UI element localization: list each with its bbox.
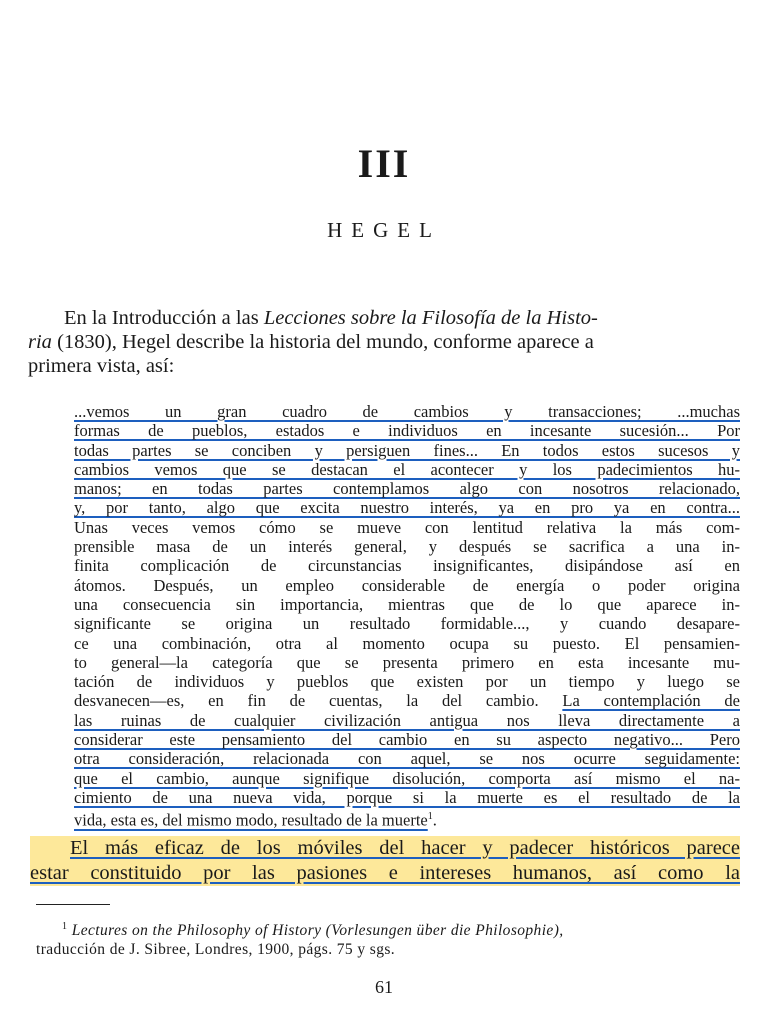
footnote-divider xyxy=(36,904,110,905)
quote-line: formas de pueblos, estados e individuos en incesante sucesión... Por xyxy=(74,421,740,441)
highlighted-line: estar constituido por las pasiones e intereses humanos, así como la xyxy=(30,862,740,884)
footnote-title-italic: Lectures on the Philosophy of History (Vorlesungen über die Philosophie), xyxy=(71,922,564,940)
quote-line xyxy=(74,691,740,710)
quote-line: ...vemos un gran cuadro de cambios y transacciones; ...muchas xyxy=(74,402,740,421)
footnote xyxy=(36,917,740,959)
quote-line: y, por tanto, algo que excita nuestro interés, ya en pro ya en contra... xyxy=(74,498,740,518)
intro-text: En la Introducción a las xyxy=(64,307,264,329)
quote-line: considerar este pensamiento del cambio en su aspecto negativo... Pero xyxy=(74,730,740,750)
footnote-line: traducción de J. Sibree, Londres, 1900, págs. 75 y sgs. xyxy=(36,941,396,959)
quote-line: prensible masa de un interés general, y después se sacrifica a una in- xyxy=(74,537,740,557)
quote-line: las ruinas de cualquier civilización antigua nos lleva directamente a xyxy=(74,710,740,730)
footnote-line xyxy=(36,917,740,940)
book-title-italic: Lecciones sobre la Filosofía de la Histo- xyxy=(263,307,598,329)
quote-line: significante se origina un resultado formidable..., y cuando desapare- xyxy=(74,614,740,634)
page-number: 61 xyxy=(375,977,393,997)
footnote-reference: 1 xyxy=(427,811,433,823)
quote-period: . xyxy=(432,810,437,830)
quote-line: todas partes se conciben y persiguen fines... En todos estos sucesos y xyxy=(74,440,740,460)
intro-text: (1830), Hegel describe la historia del mundo, conforme aparece a xyxy=(51,331,594,353)
chapter-title: HEGEL xyxy=(327,218,441,242)
quote-line: cambios vemos que se destacan el acontecer y los padecimientos hu- xyxy=(74,459,740,479)
quote-line: una consecuencia sin importancia, mientras que de lo que aparece in- xyxy=(74,594,740,614)
quote-line: finita complicación de circunstancias insignificantes, disipándose así en xyxy=(74,556,740,576)
quote-line: átomos. Después, un empleo considerable de energía o poder origina xyxy=(74,575,740,595)
chapter-number: III xyxy=(357,141,411,186)
quote-line: to general—la categoría que se presenta primero en esta incesante mu- xyxy=(74,652,740,672)
intro-paragraph xyxy=(28,306,740,378)
quote-line: cimiento de una nueva vida, porque si la muerte es el resultado de la xyxy=(74,787,740,807)
intro-line: primera vista, así: xyxy=(28,355,175,377)
block-quote xyxy=(74,402,740,830)
intro-line xyxy=(28,330,740,354)
intro-line xyxy=(28,306,740,330)
quote-line: ce una combinación, otra al momento ocupa su puesto. El pensamien- xyxy=(74,633,740,653)
quote-line xyxy=(74,807,740,830)
book-title-italic: ria xyxy=(28,331,52,353)
quote-line: otra consideración, relacionada con aquel, se nos ocurre seguidamente: xyxy=(74,749,740,769)
quote-text: desvanecen—es, en fin de cuentas, la del cambio. xyxy=(74,691,539,711)
quote-line: que el cambio, aunque signifique disolución, comporta así mismo el na- xyxy=(74,768,740,788)
highlighted-paragraph xyxy=(30,836,740,886)
highlighted-line: El más eficaz de los móviles del hacer y padecer históricos parece xyxy=(30,836,740,861)
quote-line: Unas veces vemos cómo se mueve con lentitud relativa la más com- xyxy=(74,517,740,537)
quote-line: manos; en todas partes contemplamos algo con nosotros relacionado, xyxy=(74,479,740,499)
quote-text-underlined: La contemplación de xyxy=(562,691,740,711)
footnote-marker: 1 xyxy=(62,921,68,932)
quote-line: tación de individuos y pueblos que existen por un tiempo y luego se xyxy=(74,672,740,692)
quote-text-underlined: vida, esta es, del mismo modo, resultado de la muerte xyxy=(74,810,428,830)
